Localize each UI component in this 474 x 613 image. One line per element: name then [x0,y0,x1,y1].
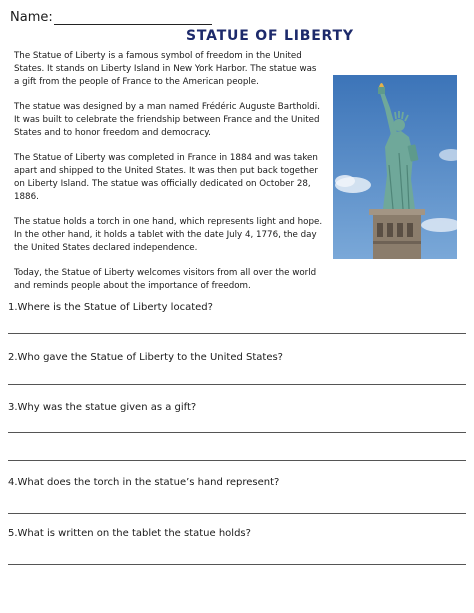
answer-line[interactable] [8,432,466,433]
question: 3.Why was the statue given as a gift? [8,402,197,413]
question: 1.Where is the Statue of Liberty located? [8,302,213,313]
answer-line[interactable] [8,513,466,514]
question: 4.What does the torch in the statue’s hand represent? [8,477,280,488]
question: 2.Who gave the Statue of Liberty to the United States? [8,352,283,363]
answer-line[interactable] [8,460,466,461]
cloud [335,175,355,187]
statue-illustration [333,75,457,259]
question: 5.What is written on the tablet the statue holds? [8,528,251,539]
passage-paragraph: The Statue of Liberty was completed in France in 1884 and was taken apart and shipped to the United States. It was then put back together on Liberty Island. The statue was officially dedicated on October 28, 1886. [14,153,318,202]
passage-paragraph: The Statue of Liberty is a famous symbol of freedom in the United States. It stands on Liberty Island in New York Harbor. The statue was a gift from the people of France to the American people. [14,51,317,87]
statue-head [393,119,405,131]
passage-paragraph: The statue was designed by a man named Frédéric Auguste Bartholdi. It was built to celebrate the friendship between France and the United States and to honor freedom and democracy. [14,102,320,138]
name-label: Name: [10,10,53,25]
statue-photo [333,75,457,259]
answer-line[interactable] [8,333,466,334]
name-field-line[interactable] [54,12,212,25]
statue-body [383,131,415,209]
name-row [10,10,212,25]
answer-line[interactable] [8,384,466,385]
reading-passage [14,50,324,306]
answer-line[interactable] [8,564,466,565]
passage-paragraph: The statue holds a torch in one hand, which represents light and hope. In the other hand, it holds a tablet with the date July 4, 1776, the day the United States declared independence. [14,217,323,254]
worksheet-title: STATUE OF LIBERTY [186,28,354,44]
passage-paragraph: Today, the Statue of Liberty welcomes visitors from all over the world and reminds people about the importance of freedom. [14,268,317,292]
